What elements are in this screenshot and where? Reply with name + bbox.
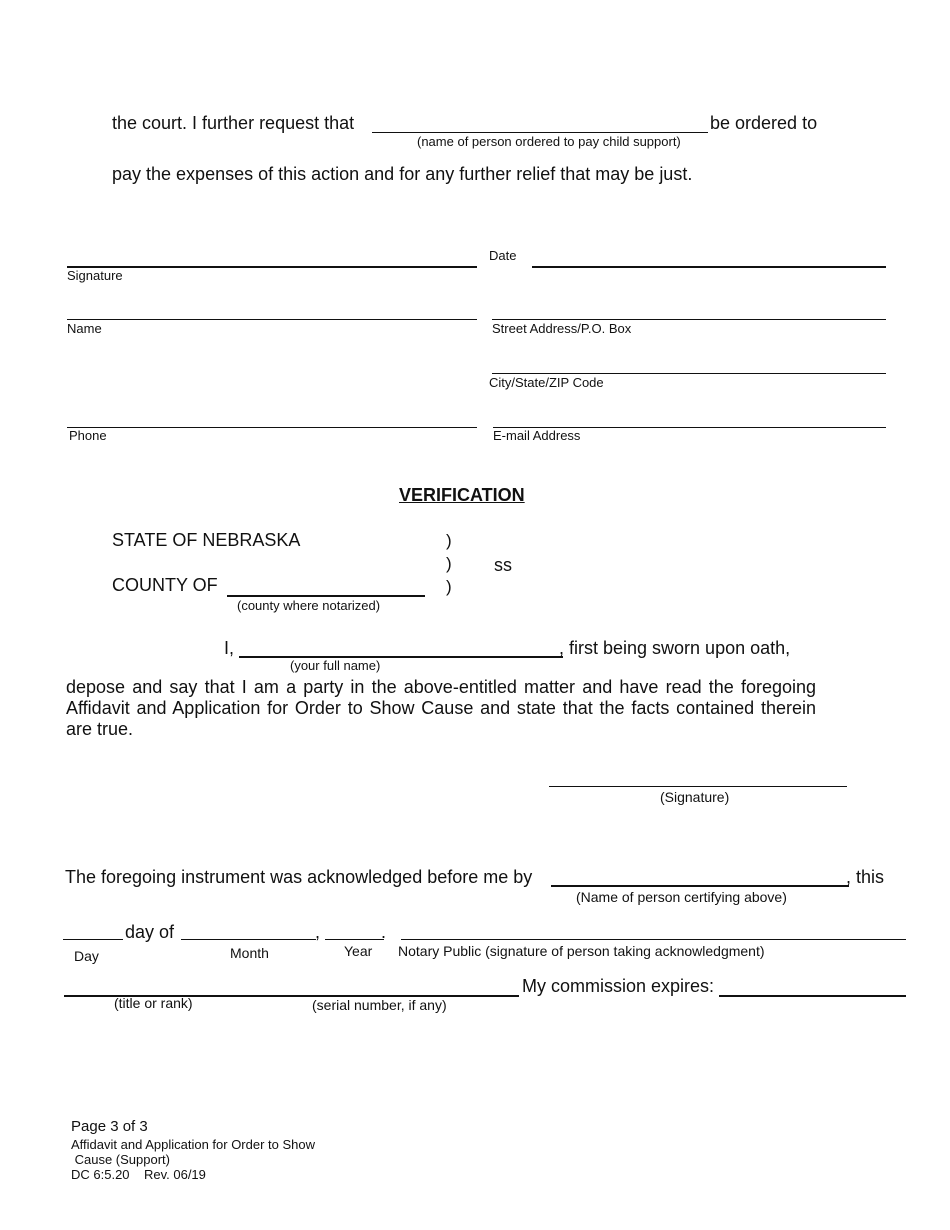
oath-suffix: , first being sworn upon oath, (559, 638, 791, 658)
form-code: DC 6:5.20 Rev. 06/19 (71, 1167, 206, 1182)
oath-prefix: I, (224, 638, 235, 658)
month-label: Month (230, 945, 269, 961)
ss-label: ss (494, 555, 512, 575)
commission-expires-input[interactable] (719, 975, 906, 997)
notary-label: Notary Public (signature of person taking acknowledgment) (398, 943, 765, 959)
payer-name-input[interactable] (372, 112, 708, 133)
form-title-line2: Cause (Support) (71, 1152, 170, 1167)
form-title-line1: Affidavit and Application for Order to Show (71, 1137, 316, 1152)
verification-title: VERIFICATION (399, 485, 525, 505)
date-period: . (381, 922, 387, 942)
verification-signature-caption: (Signature) (660, 789, 730, 805)
name-label: Name (67, 321, 102, 336)
title-serial-input[interactable] (64, 975, 519, 997)
certifier-caption: (Name of person certifying above) (576, 889, 787, 905)
full-name-input[interactable] (239, 636, 563, 658)
verification-signature-input[interactable] (549, 768, 847, 787)
page-number: Page 3 of 3 (71, 1118, 148, 1135)
phone-label: Phone (69, 428, 107, 443)
full-name-caption: (your full name) (290, 658, 381, 673)
county-input[interactable] (227, 575, 425, 597)
date-label: Date (489, 248, 517, 263)
certifier-name-input[interactable] (551, 865, 849, 887)
commission-label: My commission expires: (522, 976, 715, 996)
state-label: STATE OF NEBRASKA (112, 530, 301, 550)
title-rank-caption: (title or rank) (114, 995, 193, 1011)
venue-paren-1: ) (446, 531, 452, 550)
request-line2: pay the expenses of this action and for any further relief that may be just. (112, 164, 693, 184)
ack-suffix: , this (846, 867, 885, 887)
signature-label: Signature (67, 268, 123, 283)
ack-prefix: The foregoing instrument was acknowledged before me by (65, 867, 533, 887)
city-state-zip-input[interactable] (492, 355, 886, 374)
date-input[interactable] (532, 248, 886, 268)
day-input[interactable] (63, 921, 123, 940)
email-label: E-mail Address (493, 428, 581, 443)
street-address-label: Street Address/P.O. Box (492, 321, 632, 336)
request-line1-prefix: the court. I further request that (112, 113, 355, 133)
year-label: Year (344, 943, 373, 959)
request-line1-suffix: be ordered to (710, 113, 818, 133)
verification-body: depose and say that I am a party in the above-entitled matter and have read the foregoing Affidavit and Application for Order to Show Cause and state that the facts contained therein are true. (66, 677, 816, 739)
signature-input[interactable] (67, 248, 477, 268)
street-address-input[interactable] (492, 301, 886, 320)
county-caption: (county where notarized) (237, 598, 381, 613)
venue-paren-3: ) (446, 577, 452, 596)
date-comma: , (315, 922, 321, 942)
payer-name-caption: (name of person ordered to pay child support) (417, 134, 681, 149)
city-state-zip-label: City/State/ZIP Code (489, 375, 604, 390)
county-label: COUNTY OF (112, 575, 218, 595)
day-of-label: day of (125, 922, 175, 942)
venue-paren-2: ) (446, 554, 452, 573)
email-input[interactable] (493, 409, 886, 428)
phone-input[interactable] (67, 409, 477, 428)
month-input[interactable] (181, 921, 316, 940)
notary-signature-input[interactable] (401, 921, 906, 940)
year-input[interactable] (325, 921, 384, 940)
day-label: Day (74, 948, 99, 964)
name-input[interactable] (67, 301, 477, 320)
serial-number-caption: (serial number, if any) (312, 997, 447, 1013)
